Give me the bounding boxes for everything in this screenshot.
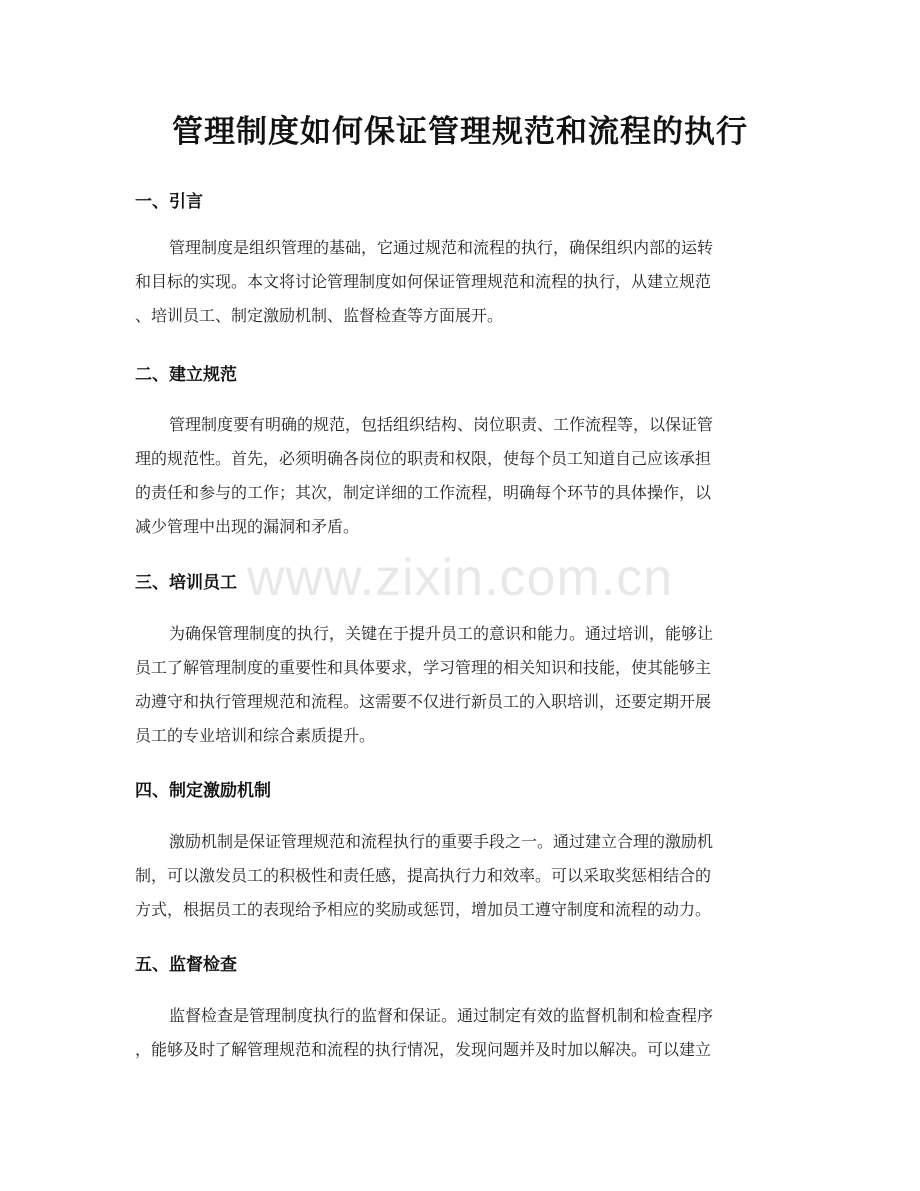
section-heading-introduction: 一、引言 xyxy=(135,192,203,212)
section-paragraph-train-staff xyxy=(135,617,785,753)
section-heading-supervision: 五、监督检查 xyxy=(135,955,237,975)
page-title: 管理制度如何保证管理规范和流程的执行 xyxy=(172,114,748,150)
section-heading-establish-norms: 二、建立规范 xyxy=(135,365,237,385)
paragraph-line: 、培训员工、制定激励机制、监督检查等方面展开。 xyxy=(135,306,504,325)
paragraph-line: 管理制度是组织管理的基础，它通过规范和流程的执行，确保组织内部的运转 xyxy=(169,238,714,257)
paragraph-line: 激励机制是保证管理规范和流程执行的重要手段之一。通过建立合理的激励机 xyxy=(169,832,714,851)
paragraph-line: ，能够及时了解管理规范和流程的执行情况，发现问题并及时加以解决。可以建立 xyxy=(135,1040,712,1059)
paragraph-line: 理的规范性。首先，必须明确各岗位的职责和权限，使每个员工知道自己应该承担 xyxy=(135,449,712,468)
paragraph-line: 方式，根据员工的表现给予相应的奖励或惩罚，增加员工遵守制度和流程的动力。 xyxy=(135,900,712,919)
paragraph-line: 为确保管理制度的执行，关键在于提升员工的意识和能力。通过培训，能够让 xyxy=(169,624,714,643)
section-heading-incentive-mechanism: 四、制定激励机制 xyxy=(135,781,271,801)
paragraph-line: 和目标的实现。本文将讨论管理制度如何保证管理规范和流程的执行，从建立规范 xyxy=(135,272,712,291)
section-paragraph-supervision xyxy=(135,999,785,1067)
paragraph-line: 员工的专业培训和综合素质提升。 xyxy=(135,726,376,745)
paragraph-line: 减少管理中出现的漏洞和矛盾。 xyxy=(135,517,360,536)
paragraph-line: 管理制度要有明确的规范，包括组织结构、岗位职责、工作流程等，以保证管 xyxy=(169,415,714,434)
paragraph-line: 监督检查是管理制度执行的监督和保证。通过制定有效的监督机制和检查程序 xyxy=(169,1006,714,1025)
paragraph-line: 动遵守和执行管理规范和流程。这需要不仅进行新员工的入职培训，还要定期开展 xyxy=(135,692,712,711)
paragraph-line: 制，可以激发员工的积极性和责任感，提高执行力和效率。可以采取奖惩相结合的 xyxy=(135,866,712,885)
paragraph-line: 员工了解管理制度的重要性和具体要求，学习管理的相关知识和技能，使其能够主 xyxy=(135,658,712,677)
watermark: www.zixin.com.cn xyxy=(246,549,674,607)
section-paragraph-establish-norms xyxy=(135,408,785,544)
section-paragraph-incentive-mechanism xyxy=(135,825,785,927)
section-heading-train-staff: 三、培训员工 xyxy=(135,573,237,593)
section-paragraph-introduction xyxy=(135,231,785,333)
paragraph-line: 的责任和参与的工作；其次，制定详细的工作流程，明确每个环节的具体操作，以 xyxy=(135,483,712,502)
